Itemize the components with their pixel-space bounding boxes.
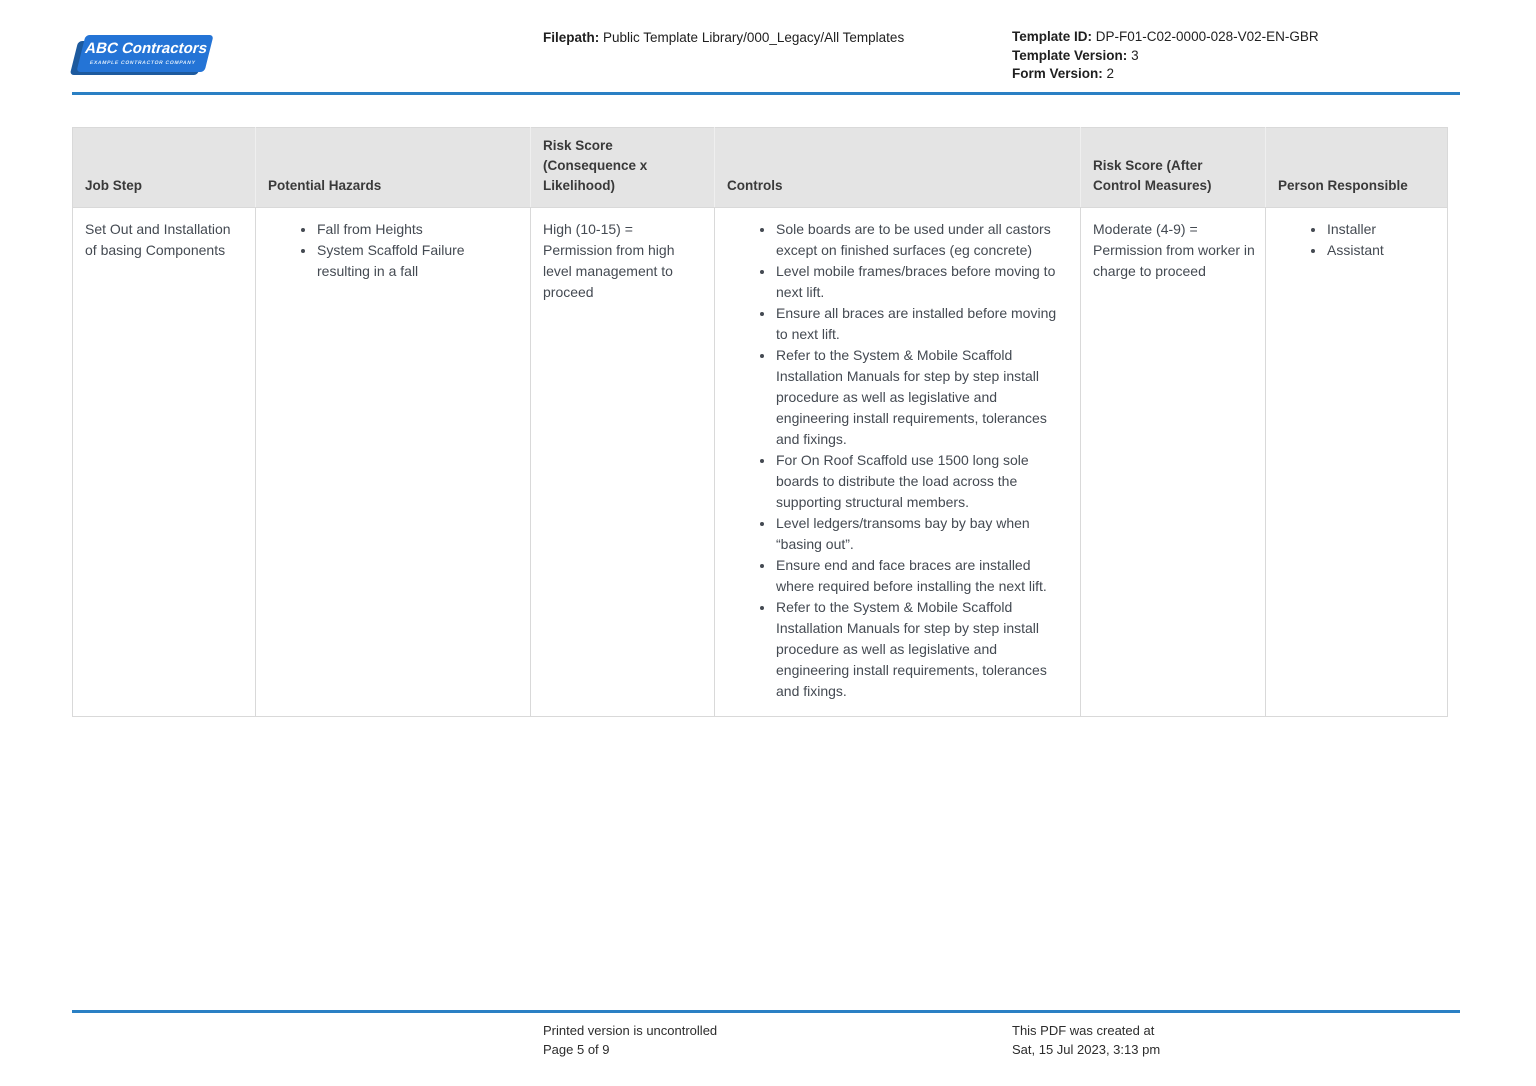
person-responsible-list: [1278, 219, 1438, 261]
list-item: • Refer to the System & Mobile Scaffold Installation Manuals for step by step install procedure as well as legislative and engineering install requirements, tolerances and fixings.: [775, 345, 1071, 450]
list-item: • Level mobile frames/braces before moving to next lift.: [775, 261, 1071, 303]
controls-list: [727, 219, 1071, 702]
filepath: [543, 28, 904, 47]
risk-score-after-text: Moderate (4-9) = Permission from worker in charge to proceed: [1093, 221, 1255, 279]
list-item: • Level ledgers/transoms bay by bay when “basing out”.: [775, 513, 1071, 555]
risk-assessment-table: [72, 127, 1448, 717]
company-logo: [72, 33, 212, 77]
list-item: • Fall from Heights: [316, 219, 521, 240]
table-row: [73, 208, 1448, 717]
form-version-line: [1012, 65, 1319, 84]
template-id-line: [1012, 28, 1319, 47]
cell-risk-score-after: [1081, 208, 1266, 717]
logo-main-shape: [76, 35, 213, 72]
header-divider: [72, 92, 1460, 95]
uncontrolled-note: Printed version is uncontrolled: [543, 1023, 718, 1038]
logo-title: ABC Contractors: [83, 40, 210, 57]
list-item: • Installer: [1326, 219, 1438, 240]
template-version-value: 3: [1131, 47, 1139, 63]
template-id-label: Template ID:: [1012, 29, 1093, 44]
potential-hazards-list: [268, 219, 521, 282]
footer-divider: [72, 1010, 1460, 1013]
created-timestamp: Sat, 15 Jul 2023, 3:13 pm: [1012, 1041, 1161, 1057]
list-item: • Ensure end and face braces are installed where required before installing the next lift.: [775, 555, 1071, 597]
column-header-risk-score: Risk Score (Consequence x Likelihood): [531, 128, 715, 208]
table-header-row: [73, 128, 1448, 208]
template-version-line: [1012, 47, 1319, 66]
column-header-risk-score-after: Risk Score (After Control Measures): [1081, 128, 1266, 208]
cell-controls: [715, 208, 1081, 717]
footer-left: [543, 1022, 717, 1059]
page-number: Page 5 of 9: [543, 1041, 610, 1057]
footer-right: [1012, 1022, 1160, 1059]
filepath-label: Filepath:: [543, 30, 600, 45]
cell-person-responsible: [1266, 208, 1448, 717]
column-header-potential-hazards: Potential Hazards: [256, 128, 531, 208]
list-item: • Ensure all braces are installed before moving to next lift.: [775, 303, 1071, 345]
template-meta: [1012, 28, 1319, 84]
column-header-controls: Controls: [715, 128, 1081, 208]
cell-job-step: [73, 208, 256, 717]
column-header-person-responsible: Person Responsible: [1266, 128, 1448, 208]
logo-subtitle: EXAMPLE CONTRACTOR COMPANY: [88, 60, 197, 66]
filepath-value: Public Template Library/000_Legacy/All Templates: [603, 30, 905, 45]
template-version-label: Template Version:: [1012, 47, 1128, 63]
list-item: • Refer to the System & Mobile Scaffold Installation Manuals for step by step install procedure as well as legislative and engineering install requirements, tolerances and fixings.: [775, 597, 1071, 702]
cell-risk-score: [531, 208, 715, 717]
list-item: • System Scaffold Failure resulting in a fall: [316, 240, 521, 282]
column-header-job-step: Job Step: [73, 128, 256, 208]
template-id-value: DP-F01-C02-0000-028-V02-EN-GBR: [1095, 29, 1319, 44]
created-note: This PDF was created at: [1012, 1023, 1155, 1038]
list-item: • Sole boards are to be used under all castors except on finished surfaces (eg concrete): [775, 219, 1071, 261]
cell-potential-hazards: [256, 208, 531, 717]
form-version-value: 2: [1106, 66, 1115, 81]
list-item: • Assistant: [1326, 240, 1438, 261]
job-step-text: Set Out and Installation of basing Components: [85, 221, 231, 258]
form-version-label: Form Version:: [1012, 66, 1103, 81]
list-item: • For On Roof Scaffold use 1500 long sole boards to distribute the load across the supporting structural members.: [775, 450, 1071, 513]
risk-score-text: High (10-15) = Permission from high level management to proceed: [543, 221, 675, 300]
